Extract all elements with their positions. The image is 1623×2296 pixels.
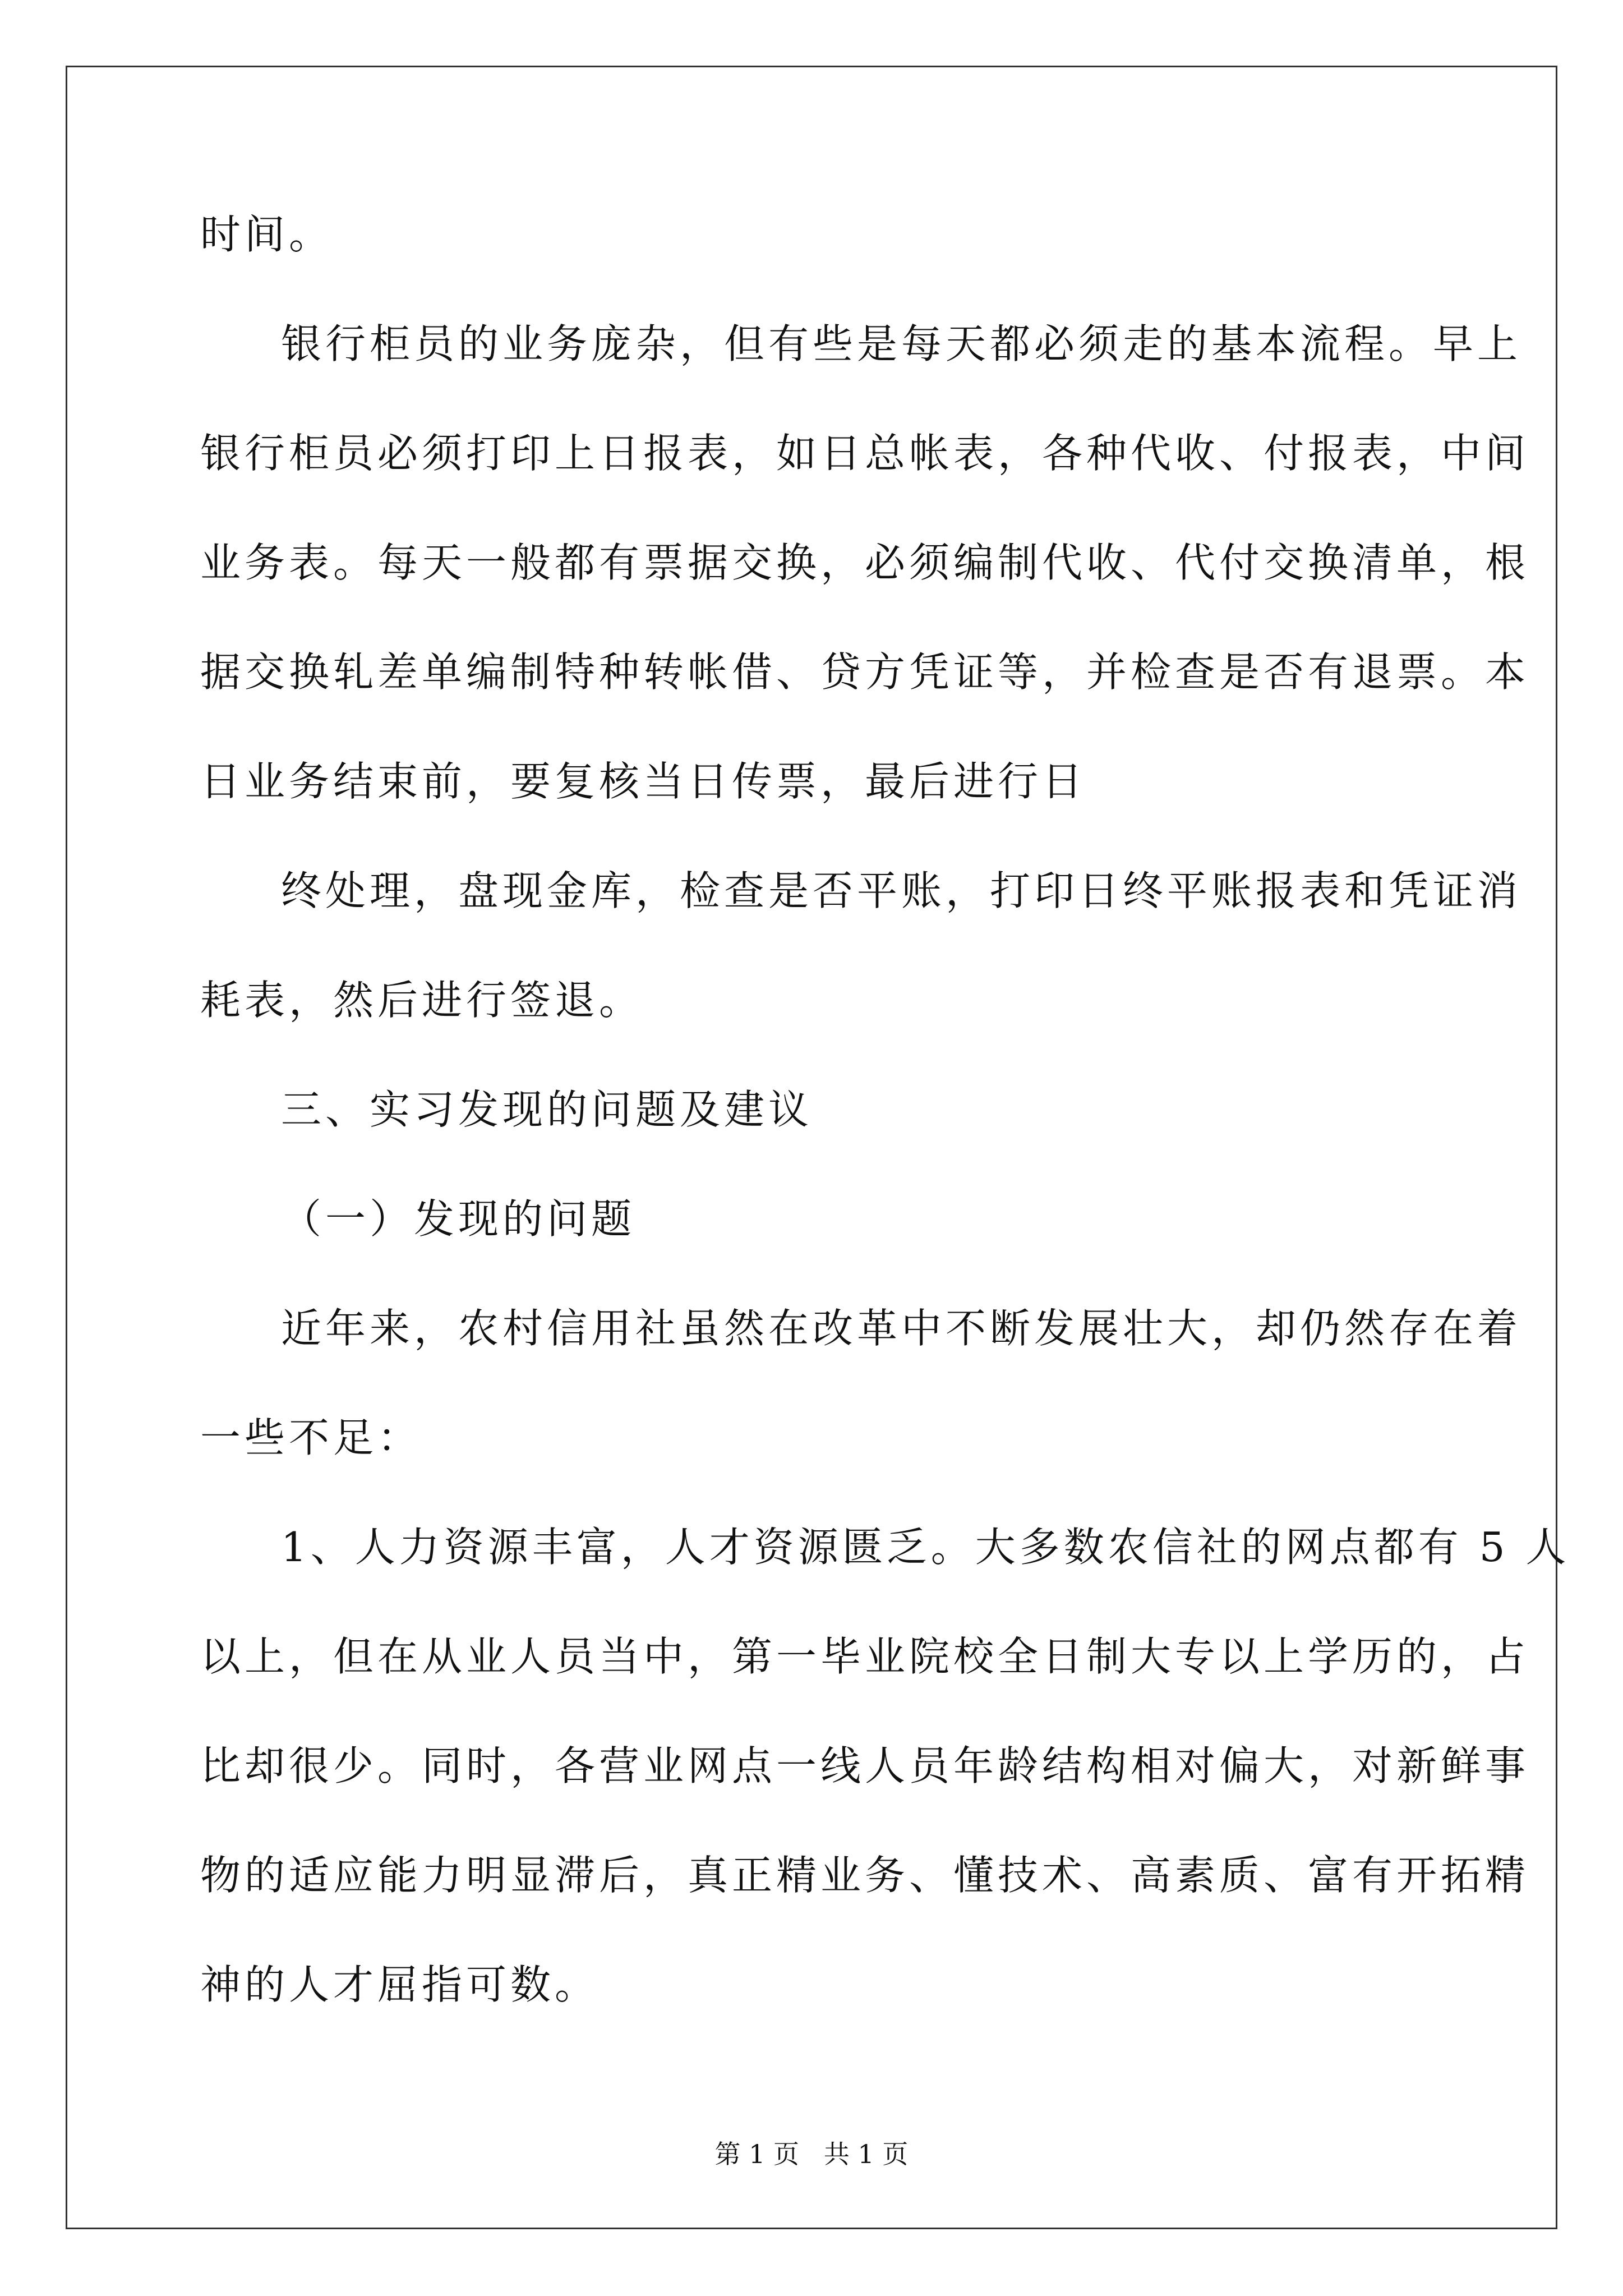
text-line: 近年来，农村信用社虽然在改革中不断发展壮大，却仍然存在着 [281, 1305, 1522, 1352]
text-line: 物的适应能力明显滞后，真正精业务、懂技术、高素质、富有开拓精 [200, 1852, 1530, 1899]
text-line: 银行柜员必须打印上日报表，如日总帐表，各种代收、付报表，中间 [200, 430, 1530, 477]
text-line: 时间。 [200, 211, 334, 258]
text-line: 银行柜员的业务庞杂，但有些是每天都必须走的基本流程。早上 [281, 320, 1522, 367]
page-footer: 第 1 页 共 1 页 [714, 2139, 909, 2169]
subsection-heading: （一）发现的问题 [281, 1195, 636, 1243]
text-line: 日业务结束前，要复核当日传票，最后进行日 [200, 758, 1087, 805]
text-line: 比却很少。同时，各营业网点一线人员年龄结构相对偏大，对新鲜事 [200, 1742, 1530, 1789]
text-line: 以上，但在从业人员当中，第一毕业院校全日制大专以上学历的，占 [200, 1633, 1530, 1680]
text-line: 耗表，然后进行签退。 [200, 977, 644, 1024]
text-line: 业务表。每天一般都有票据交换，必须编制代收、代付交换清单，根 [200, 539, 1530, 586]
page-border [66, 66, 1557, 2229]
text-line: 神的人才屈指可数。 [200, 1961, 600, 2008]
text-line: 终处理，盘现金库，检查是否平账，打印日终平账报表和凭证消 [281, 867, 1522, 914]
text-line: 一些不足： [200, 1414, 422, 1461]
section-heading: 三、实习发现的问题及建议 [281, 1086, 813, 1133]
text-line: 1、人力资源丰富，人才资源匮乏。大多数农信社的网点都有 5 人 [281, 1524, 1570, 1571]
text-line: 据交换轧差单编制特种转帐借、贷方凭证等，并检查是否有退票。本 [200, 648, 1530, 696]
